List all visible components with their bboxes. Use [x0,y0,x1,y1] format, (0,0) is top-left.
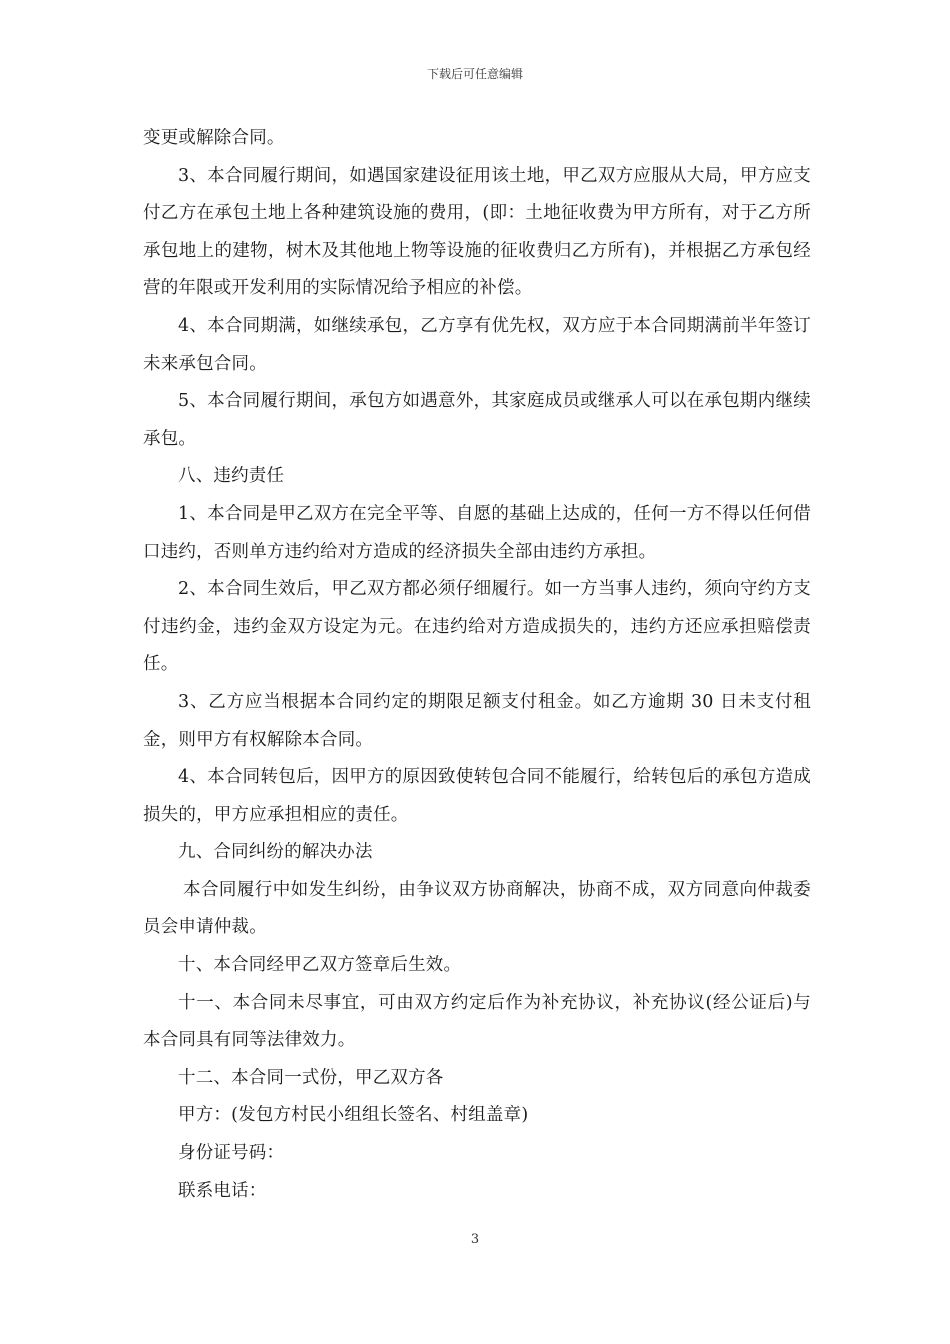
document-body [143,120,811,1210]
paragraph-2: 3、本合同履行期间，如遇国家建设征用该土地，甲乙双方应服从大局，甲方应支付乙方在承包土地上各种建筑设施的费用，(即：土地征收费为甲方所有，对于乙方所承包地上的建物，树木及其他地上物等设施的征收费归乙方所有)，并根据乙方承包经营的年限或开发利用的实际情况给予相应的补偿。 [143,165,811,299]
paragraph-12: 十、本合同经甲乙双方签章后生效。 [178,955,462,976]
paragraph-3: 4、本合同期满，如继续承包，乙方享有优先权，双方应于本合同期满前半年签订未来承包合同。 [143,315,811,374]
phone-line: 联系电话： [178,1180,267,1201]
party-a-signature-line: 甲方：(发包方村民小组组长签名、村组盖章) [178,1105,529,1126]
paragraph-4: 5、本合同履行期间，承包方如遇意外，其家庭成员或继承人可以在承包期内继续承包。 [143,391,811,449]
paragraph-9: 4、本合同转包后，因甲方的原因致使转包合同不能履行，给转包后的承包方造成损失的，甲方应承担相应的责任。 [143,767,811,825]
paragraph-7: 2、本合同生效后，甲乙双方都必须仔细履行。如一方当事人违约，须向守约方支付违约金，违约金双方设定为元。在违约给对方造成损失的，违约方还应承担赔偿责任。 [143,579,811,675]
paragraph-13: 十一、本合同未尽事宜，可由双方约定后作为补充协议，补充协议(经公证后)与本合同具有同等法律效力。 [143,992,811,1051]
section-heading-9: 九、合同纠纷的解决办法 [178,842,373,863]
paragraph-1: 变更或解除合同。 [143,128,285,148]
page-number: 3 [470,1232,480,1247]
paragraph-8: 3、乙方应当根据本合同约定的期限足额支付租金。如乙方逾期 30 日未支付租金，则甲方有权解除本合同。 [143,691,811,750]
paragraph-6: 1、本合同是甲乙双方在完全平等、自愿的基础上达成的，任何一方不得以任何借口违约，否则单方违约给对方造成的经济损失全部由违约方承担。 [143,503,811,562]
paragraph-11: 本合同履行中如发生纠纷，由争议双方协商解决，协商不成，双方同意向仲裁委员会申请仲裁。 [143,879,811,938]
id-number-line: 身份证号码： [178,1143,285,1164]
page-header: 下载后可任意编辑 [426,67,523,81]
paragraph-14: 十二、本合同一式份，甲乙双方各 [178,1067,444,1088]
section-heading-8: 八、违约责任 [178,466,285,487]
